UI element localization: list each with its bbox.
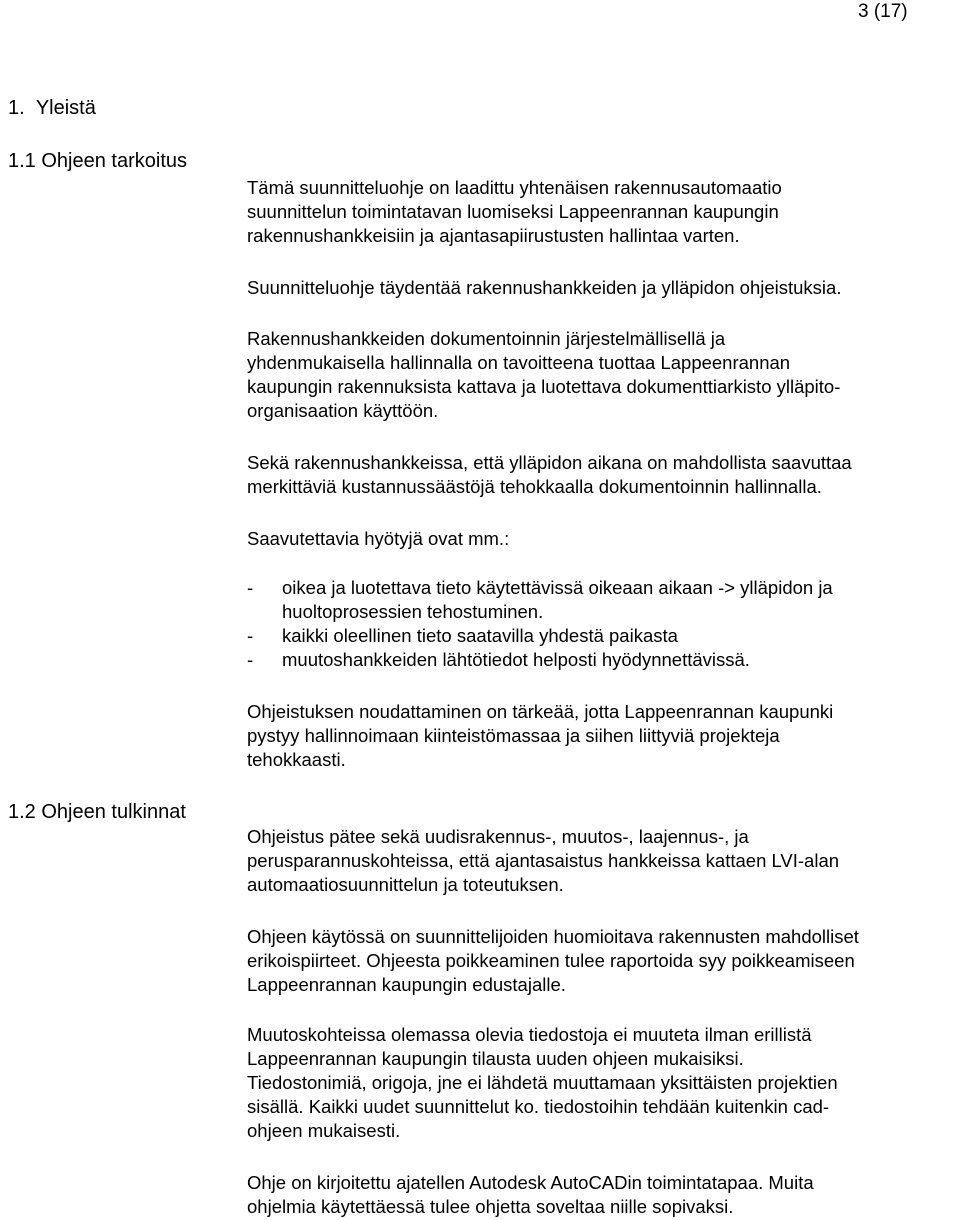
text-line: ohjeen mukaisesti. [247,1120,401,1141]
text-line: automaatiosuunnittelun ja toteutuksen. [247,874,564,895]
text-line: erikoispiirteet. Ohjeesta poikkeaminen tulee raportoida syy poikkeamiseen [247,950,855,971]
bullet-dash: - [247,625,254,646]
text-line: kaupungin rakennuksista kattava ja luotettava dokumenttiarkisto ylläpito- [247,376,841,397]
bullet-dash: - [247,649,254,670]
text-line: yhdenmukaisella hallinnalla on tavoitteena tuottaa Lappeenrannan [247,352,791,373]
section-heading-ohjeen-tulkinnat: 1.2 Ohjeen tulkinnat [8,801,186,823]
paragraph-special-features [247,925,960,997]
text-line: rakennushankkeisiin ja ajantasapiirustusten hallintaa varten. [247,225,740,246]
text-line: perusparannuskohteissa, että ajantasaistus hankkeissa kattaen LVI-alan [247,850,840,871]
text-line: tehokkaasti. [247,749,346,770]
paragraph-benefits-intro [247,527,960,551]
paragraph-scope [247,825,960,897]
text-line: oikea ja luotettava tieto käytettävissä oikeaan aikaan -> ylläpidon ja [282,577,833,598]
text-line: Muutoskohteissa olemassa olevia tiedostoja ei muuteta ilman erillistä [247,1024,812,1045]
text-line: Tämä suunnitteluohje on laadittu yhtenäisen rakennusautomaatio [247,177,782,198]
paragraph-cost-savings [247,451,960,499]
text-line: Lappeenrannan kaupungin tilausta uuden ohjeen mukaisiksi. [247,1048,744,1069]
text-line: kaikki oleellinen tieto saatavilla yhdestä paikasta [282,625,678,646]
text-line: muutoshankkeiden lähtötiedot helposti hyödynnettävissä. [282,649,750,670]
paragraph-compliance [247,700,960,772]
text-line: organisaation käyttöön. [247,400,439,421]
bullet-dash: - [247,577,254,598]
list-item [247,576,960,624]
benefits-list [247,576,960,672]
text-line: sisällä. Kaikki uudet suunnittelut ko. tiedostoihin tehdään kuitenkin cad- [247,1096,830,1117]
text-line: pystyy hallinnoimaan kiinteistömassaa ja siihen liittyviä projekteja [247,725,780,746]
list-item [247,648,960,672]
text-line: Rakennushankkeiden dokumentoinnin järjestelmällisellä ja [247,328,726,349]
list-item [247,624,960,648]
paragraph-autocad [247,1171,960,1219]
section-heading-ohjeen-tarkoitus: 1.1 Ohjeen tarkoitus [8,150,187,172]
page-number: 3 (17) [858,1,908,22]
paragraph-existing-files [247,1023,960,1143]
paragraph-documentation-goal [247,327,960,423]
section-title: Yleistä [35,97,96,119]
text-line: Ohjeen käytössä on suunnittelijoiden huomioitava rakennusten mahdolliset [247,926,859,947]
section-number: 1. [8,97,25,119]
paragraph-purpose [247,176,960,248]
text-line: Tiedostonimiä, origoja, jne ei lähdetä muuttamaan yksittäisten projektien [247,1072,838,1093]
text-line: Ohjeistus pätee sekä uudisrakennus-, muutos-, laajennus-, ja [247,826,749,847]
paragraph-supplement [247,276,960,300]
text-line: Lappeenrannan kaupungin edustajalle. [247,974,566,995]
text-line: Saavutettavia hyötyjä ovat mm.: [247,528,510,549]
section-heading-yleista [8,96,96,120]
text-line: merkittäviä kustannussäästöjä tehokkaalla dokumentoinnin hallinnalla. [247,476,822,497]
text-line: Sekä rakennushankkeissa, että ylläpidon aikana on mahdollista saavuttaa [247,452,852,473]
text-line: huoltoprosessien tehostuminen. [282,601,544,622]
text-line: Suunnitteluohje täydentää rakennushankkeiden ja ylläpidon ohjeistuksia. [247,277,842,298]
text-line: suunnittelun toimintatavan luomiseksi Lappeenrannan kaupungin [247,201,779,222]
text-line: Ohje on kirjoitettu ajatellen Autodesk AutoCADin toimintatapaa. Muita [247,1172,814,1193]
text-line: ohjelmia käytettäessä tulee ohjetta soveltaa niille sopivaksi. [247,1196,734,1217]
text-line: Ohjeistuksen noudattaminen on tärkeää, jotta Lappeenrannan kaupunki [247,701,834,722]
